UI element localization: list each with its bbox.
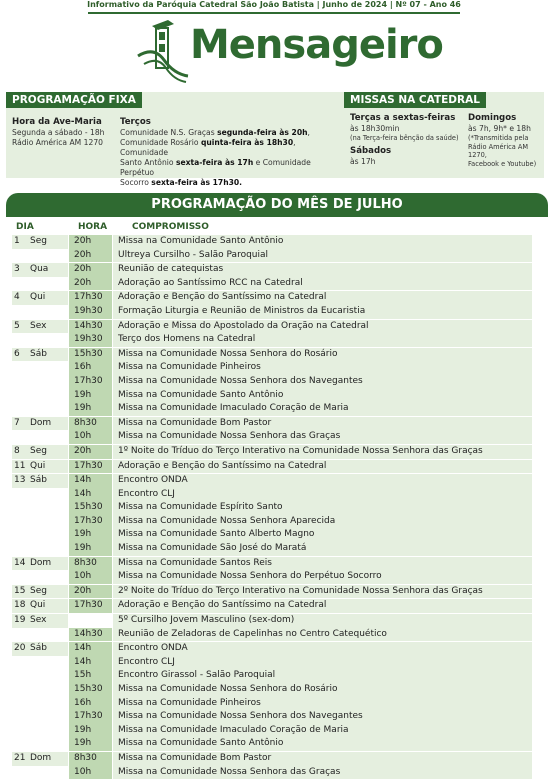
day-cell <box>12 599 68 613</box>
table-row <box>12 642 532 656</box>
time-cell: 20h <box>69 445 112 459</box>
table-row <box>12 501 532 515</box>
time-cell: 20h <box>69 263 112 277</box>
table-row <box>12 614 532 628</box>
day-cell <box>12 445 68 459</box>
day-group <box>12 557 532 584</box>
event-cell: Missa na Comunidade Imaculado Coração de Maria <box>113 724 532 738</box>
table-row <box>12 766 532 780</box>
table-row <box>12 263 532 277</box>
time-cell: 16h <box>69 697 112 711</box>
day-group <box>12 263 532 290</box>
event-cell: Missa na Comunidade Bom Pastor <box>113 752 532 766</box>
day-number: 21 <box>14 752 26 763</box>
month-schedule-title: PROGRAMAÇÃO DO MÊS DE JULHO <box>6 193 548 217</box>
time-cell: 14h30 <box>69 628 112 642</box>
day-group <box>12 291 532 318</box>
table-row <box>12 697 532 711</box>
day-cell <box>12 348 68 362</box>
time-cell: 8h30 <box>69 557 112 571</box>
table-row <box>12 528 532 542</box>
ave-maria-block: Hora da Ave-Maria Segunda a sábado - 18h Rádio América AM 1270 <box>12 117 105 147</box>
table-row <box>12 333 532 347</box>
day-group <box>12 752 532 779</box>
weekday-masses: Terças a sextas-feiras às 18h30min (na Terça-feira bênção da saúde) Sábados às 17h <box>350 113 459 166</box>
event-cell: Terço dos Homens na Catedral <box>113 333 532 347</box>
table-row <box>12 585 532 599</box>
day-group <box>12 235 532 262</box>
weekday: Sáb <box>30 643 47 654</box>
weekday: Seg <box>30 236 47 246</box>
brand-title: Mensageiro <box>190 22 443 68</box>
event-cell: Missa na Comunidade Nossa Senhora Aparecida <box>113 515 532 529</box>
newsletter-info: Informativo da Paróquia Catedral São João Batista | Junho de 2024 | Nº 07 - Ano 46 <box>87 0 461 9</box>
event-cell: Adoração e Missa do Apostolado da Oração na Catedral <box>113 320 532 334</box>
event-cell: Missa na Comunidade Imaculado Coração de Maria <box>113 402 532 416</box>
event-cell: Missa na Comunidade Santo Antônio <box>113 737 532 751</box>
day-group <box>12 585 532 599</box>
table-row <box>12 361 532 375</box>
day-cell <box>12 320 68 334</box>
time-cell: 19h <box>69 737 112 751</box>
day-cell <box>12 585 68 599</box>
event-cell: Missa na Comunidade Pinheiros <box>113 697 532 711</box>
time-cell: 20h <box>69 249 112 263</box>
table-row <box>12 488 532 502</box>
time-cell: 16h <box>69 361 112 375</box>
day-number: 1 <box>14 236 20 246</box>
time-cell: 14h <box>69 488 112 502</box>
day-cell <box>12 557 68 571</box>
time-cell: 19h <box>69 389 112 403</box>
event-cell: Missa na Comunidade Nossa Senhora do Rosário <box>113 348 532 362</box>
table-row <box>12 628 532 642</box>
day-cell <box>12 460 68 474</box>
time-cell: 19h30 <box>69 333 112 347</box>
time-cell: 15h <box>69 669 112 683</box>
table-header <box>14 222 534 234</box>
time-cell: 19h <box>69 724 112 738</box>
event-cell: Missa na Comunidade Nossa Senhora do Rosário <box>113 683 532 697</box>
day-cell <box>12 291 68 305</box>
day-group <box>12 417 532 444</box>
table-row <box>12 375 532 389</box>
col-compromisso: COMPROMISSO <box>132 222 209 232</box>
masses-title: MISSAS NA CATEDRAL <box>344 92 486 108</box>
table-row <box>12 752 532 766</box>
day-number: 19 <box>14 615 26 626</box>
event-cell: Missa na Comunidade Santo Antônio <box>113 235 532 249</box>
day-number: 11 <box>14 460 26 471</box>
time-cell: 8h30 <box>69 752 112 766</box>
event-cell: Missa na Comunidade Nossa Senhora dos Navegantes <box>113 710 532 724</box>
time-cell: 10h <box>69 766 112 780</box>
time-cell: 14h <box>69 642 112 656</box>
table-row <box>12 445 532 459</box>
time-cell: 19h <box>69 402 112 416</box>
day-cell <box>12 474 68 488</box>
weekday: Qua <box>30 264 49 275</box>
time-cell: 20h <box>69 585 112 599</box>
weekday: Qui <box>30 292 46 303</box>
day-group <box>12 614 532 641</box>
day-group <box>12 642 532 751</box>
event-cell: Adoração e Benção do Santíssimo na Catedral <box>113 291 532 305</box>
event-cell: Missa na Comunidade Nossa Senhora do Perpétuo Socorro <box>113 570 532 584</box>
sunday-masses: Domingos às 7h, 9h* e 18h (*Transmitida pela Rádio América AM 1270, Facebook e Youtube) <box>468 113 537 168</box>
time-cell: 17h30 <box>69 375 112 389</box>
time-cell: 14h30 <box>69 320 112 334</box>
event-cell: Missa na Comunidade Santos Reis <box>113 557 532 571</box>
table-row <box>12 389 532 403</box>
event-cell: Missa na Comunidade São José do Maratá <box>113 542 532 556</box>
cathedral-logo-icon <box>134 16 190 84</box>
day-cell <box>12 642 68 656</box>
event-cell: Adoração e Benção do Santíssimo na Catedral <box>113 599 532 613</box>
weekday: Dom <box>30 557 52 568</box>
time-cell: 15h30 <box>69 683 112 697</box>
col-hora: HORA <box>78 222 108 232</box>
time-cell: 17h30 <box>69 710 112 724</box>
col-dia: DIA <box>16 222 34 232</box>
weekday: Dom <box>30 417 52 428</box>
time-cell: 17h30 <box>69 460 112 474</box>
event-cell: Missa na Comunidade Nossa Senhora das Graças <box>113 766 532 780</box>
day-group <box>12 474 532 556</box>
table-row <box>12 235 532 249</box>
day-number: 7 <box>14 417 20 428</box>
schedule-table <box>12 235 532 780</box>
event-cell: Ultreya Cursilho - Salão Paroquial <box>113 249 532 263</box>
table-row <box>12 683 532 697</box>
table-row <box>12 460 532 474</box>
event-cell: Encontro CLJ <box>113 488 532 502</box>
weekday: Sex <box>30 320 47 331</box>
day-number: 6 <box>14 348 20 359</box>
table-row <box>12 669 532 683</box>
table-row <box>12 348 532 362</box>
event-cell: 2º Noite do Tríduo do Terço Interativo na Comunidade Nossa Senhora das Graças <box>113 585 532 599</box>
time-cell: 19h <box>69 542 112 556</box>
table-row <box>12 599 532 613</box>
day-cell <box>12 614 68 628</box>
table-row <box>12 430 532 444</box>
day-cell <box>12 263 68 277</box>
event-cell: Adoração ao Santíssimo RCC na Catedral <box>113 277 532 291</box>
time-cell: 19h <box>69 528 112 542</box>
weekday: Qui <box>30 460 46 471</box>
table-row <box>12 474 532 488</box>
table-row <box>12 724 532 738</box>
tercos-block: Terços Comunidade N.S. Graças segunda-feira às 20h, Comunidade Rosário quinta-feira às 18h30, Comunidade Santo Antônio sexta-feira às 17h e Comunidade Perpétuo Socorro sexta-feira às 17h30. <box>120 117 311 187</box>
table-row <box>12 542 532 556</box>
weekday: Qui <box>30 600 46 611</box>
table-row <box>12 570 532 584</box>
time-cell: 10h <box>69 570 112 584</box>
event-cell: Missa na Comunidade Bom Pastor <box>113 417 532 431</box>
time-cell: 17h30 <box>69 291 112 305</box>
event-cell: Missa na Comunidade Nossa Senhora das Graças <box>113 430 532 444</box>
weekday: Seg <box>30 445 47 456</box>
event-cell: Missa na Comunidade Pinheiros <box>113 361 532 375</box>
day-number: 20 <box>14 643 26 654</box>
event-cell: Reunião de Zeladoras de Capelinhas no Centro Catequético <box>113 628 532 642</box>
table-row <box>12 291 532 305</box>
weekday: Sáb <box>30 475 47 486</box>
weekday: Dom <box>30 752 52 763</box>
day-number: 4 <box>14 292 20 303</box>
table-row <box>12 402 532 416</box>
time-cell: 8h30 <box>69 417 112 431</box>
day-group <box>12 445 532 459</box>
event-cell: Encontro ONDA <box>113 642 532 656</box>
event-cell: Missa na Comunidade Espírito Santo <box>113 501 532 515</box>
time-cell: 20h <box>69 235 112 249</box>
table-row <box>12 515 532 529</box>
time-cell: 15h30 <box>69 501 112 515</box>
event-cell: Encontro ONDA <box>113 474 532 488</box>
event-cell: Missa na Comunidade Nossa Senhora dos Navegantes <box>113 375 532 389</box>
day-number: 18 <box>14 600 26 611</box>
table-row <box>12 417 532 431</box>
day-number: 15 <box>14 585 26 596</box>
day-number: 3 <box>14 264 20 275</box>
day-group <box>12 460 532 474</box>
table-row <box>12 249 532 263</box>
time-cell: 14h <box>69 474 112 488</box>
day-number: 14 <box>14 557 26 568</box>
time-cell: 19h30 <box>69 305 112 319</box>
day-cell <box>12 417 68 431</box>
event-cell: Formação Liturgia e Reunião de Ministros da Eucaristia <box>113 305 532 319</box>
event-cell: Adoração e Benção do Santíssimo na Catedral <box>113 460 532 474</box>
weekday: Seg <box>30 585 47 596</box>
event-cell: Missa na Comunidade Santo Antônio <box>113 389 532 403</box>
time-cell: 10h <box>69 430 112 444</box>
day-group <box>12 348 532 416</box>
time-cell: 14h <box>69 656 112 670</box>
day-group <box>12 599 532 613</box>
weekday: Sex <box>30 615 47 626</box>
time-cell: 17h30 <box>69 515 112 529</box>
event-cell: Missa na Comunidade Santo Alberto Magno <box>113 528 532 542</box>
day-number: 8 <box>14 445 20 456</box>
day-cell <box>12 235 68 249</box>
table-row <box>12 656 532 670</box>
day-group <box>12 320 532 347</box>
time-cell: 15h30 <box>69 348 112 362</box>
event-cell: 1º Noite do Tríduo do Terço Interativo na Comunidade Nossa Senhora das Graças <box>113 445 532 459</box>
time-cell: 17h30 <box>69 599 112 613</box>
table-row <box>12 305 532 319</box>
event-cell: 5º Cursilho Jovem Masculino (sex-dom) <box>113 614 532 628</box>
table-row <box>12 320 532 334</box>
table-row <box>12 737 532 751</box>
time-cell: 20h <box>69 277 112 291</box>
table-row <box>12 557 532 571</box>
day-cell <box>12 752 68 766</box>
weekday: Sáb <box>30 348 47 359</box>
masthead <box>130 14 443 86</box>
event-cell: Encontro Girassol - Salão Paroquial <box>113 669 532 683</box>
day-number: 5 <box>14 320 20 331</box>
day-number: 13 <box>14 475 26 486</box>
fixed-schedule-title: PROGRAMAÇÃO FIXA <box>6 92 142 108</box>
table-row <box>12 277 532 291</box>
table-row <box>12 710 532 724</box>
event-cell: Encontro CLJ <box>113 656 532 670</box>
event-cell: Reunião de catequistas <box>113 263 532 277</box>
